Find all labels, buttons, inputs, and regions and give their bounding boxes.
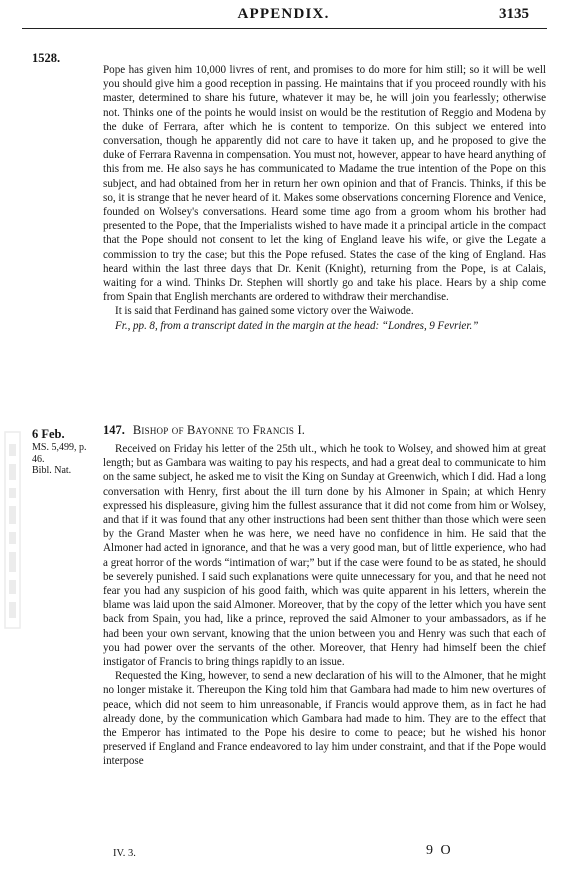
body-paragraph: It is said that Ferdinand has gained some victory over the Waiwode.: [115, 305, 414, 318]
signature-mark: IV. 3.: [113, 848, 136, 859]
entry-title: Bishop of Bayonne to Francis I.: [132, 423, 306, 437]
running-head: [0, 6, 567, 28]
body-paragraph: Requested the King, however, to send a new declaration of his will to the Almoner, that he might no longer mistake it. Thereupon the King told him that Gambara had made to him new overtures of peace, which did not seem to him unreasonable, if Francis would approve them, as in fact he had already done, by the communication which Gambara had made to him. They are to the effect that the Emperor has intimated to the Pope his desire to come to peace; but he wished his honor preserved if England and France endeavored to lay him under constraint, and that if the Pope would interpose: [103, 670, 546, 768]
entry-body: [103, 442, 546, 769]
margin-date: 6 Feb.: [32, 427, 65, 441]
body-paragraph: Received on Friday his letter of the 25th ult., which he took to Wolsey, and showed him at great length; but as Gambara was waiting to pay his respects, and had a great deal to communicate to him on the same subject, he asked me to visit the King on Sunday at Greenwich, which I did. Had a long conversation with Henry, first about the ill turn done by his Almoner in Spain; at which Henry expressed his displeasure, giving him the fullest assurance that it did not come from him or Wolsey, and that if it was found that any other instructions had been sent thither than those which were seen by the Grand Master when he was here, we need have no confidence in him. He said that the Almoner had acted in ignorance, and that he was a very good man, but of little experience, who had a great horror of the words “intimation of war;” but if the case were found to be as stated, he should be severely punished. I said such explanations were quite unnecessary for you, and that he need not fear you had any suspicion of his good faith, which was quite apparent in his letters, wherein the blame was laid upon the said Almoner. Moreover, that by the copy of the letter which you have sent back from Spain, you had, like a prince, reproved the said Almoner to your ambassadors, as if he had been your own servant, knowing that the union between you and Henry was such that each of you had power over the servants of the other. Moreover, that Henry had himself been the chief instigator of Francis to bring things rapidly to an issue.: [103, 443, 546, 669]
margin-year: 1528.: [32, 51, 61, 65]
page-number: 3135: [499, 6, 529, 22]
margin-library: Bibl. Nat.: [32, 465, 72, 476]
entry-number: 147.: [103, 423, 125, 437]
body-paragraph: Pope has given him 10,000 livres of rent, and promises to do more for him still; so it will be well you should give him a good reception in passing. He maintains that if you proceed roundly with his master, determined to share his future, whatever it may be, he will join you fearlessly; otherwise not. Thinks one of the points he would insist on would be the restitution of Reggio and Modena by the duke of Ferrara, after which he is content to temporize. On this subject we entered into conversation, though he apparently did not care to have it taken up, and he proposed to give the duke of Ferrara Ravenna in compensation. You must not, however, appear to have heard anything of this from me. He also says he has communicated to Madame the true intention of the Pope on this subject, and had obtained from her in return her own opinion and that of Francis. Thinks, if this be so, it is strange that he never heard of it. Makes some observations concerning Florence and Venice, founded on Wolsey's conversations. Heard some time ago from a groom whom his brother had presented to the Pope, that the Imperialists wished to have made it a principal article in the compact that the Pope should not consent to let the king of England leave his wife, or give the Legate a commission to try the case; but this the Pope refused. States the case of the king of England. Has heard within the last three days that Dr. Kenit (Knight), returning from the Pope, is at Calais, waiting for a wind. Thinks Dr. Stephen will shortly go and take his place. Hears by a ship come from Spain that English merchants are ordered to withdraw their merchandise.: [103, 64, 546, 304]
source-note: Fr., pp. 8, from a transcript dated in the margin at the head: “Londres, 9 Fevrier.”: [115, 319, 479, 332]
library-stamp-watermark: [2, 430, 24, 630]
continued-letter-text: [103, 63, 546, 333]
running-title: APPENDIX.: [237, 6, 330, 22]
entry-heading: [103, 423, 546, 438]
sheet-number: 9 O: [426, 843, 453, 858]
margin-reference: MS. 5,499, p. 46.: [32, 442, 87, 465]
header-rule: [22, 28, 547, 29]
